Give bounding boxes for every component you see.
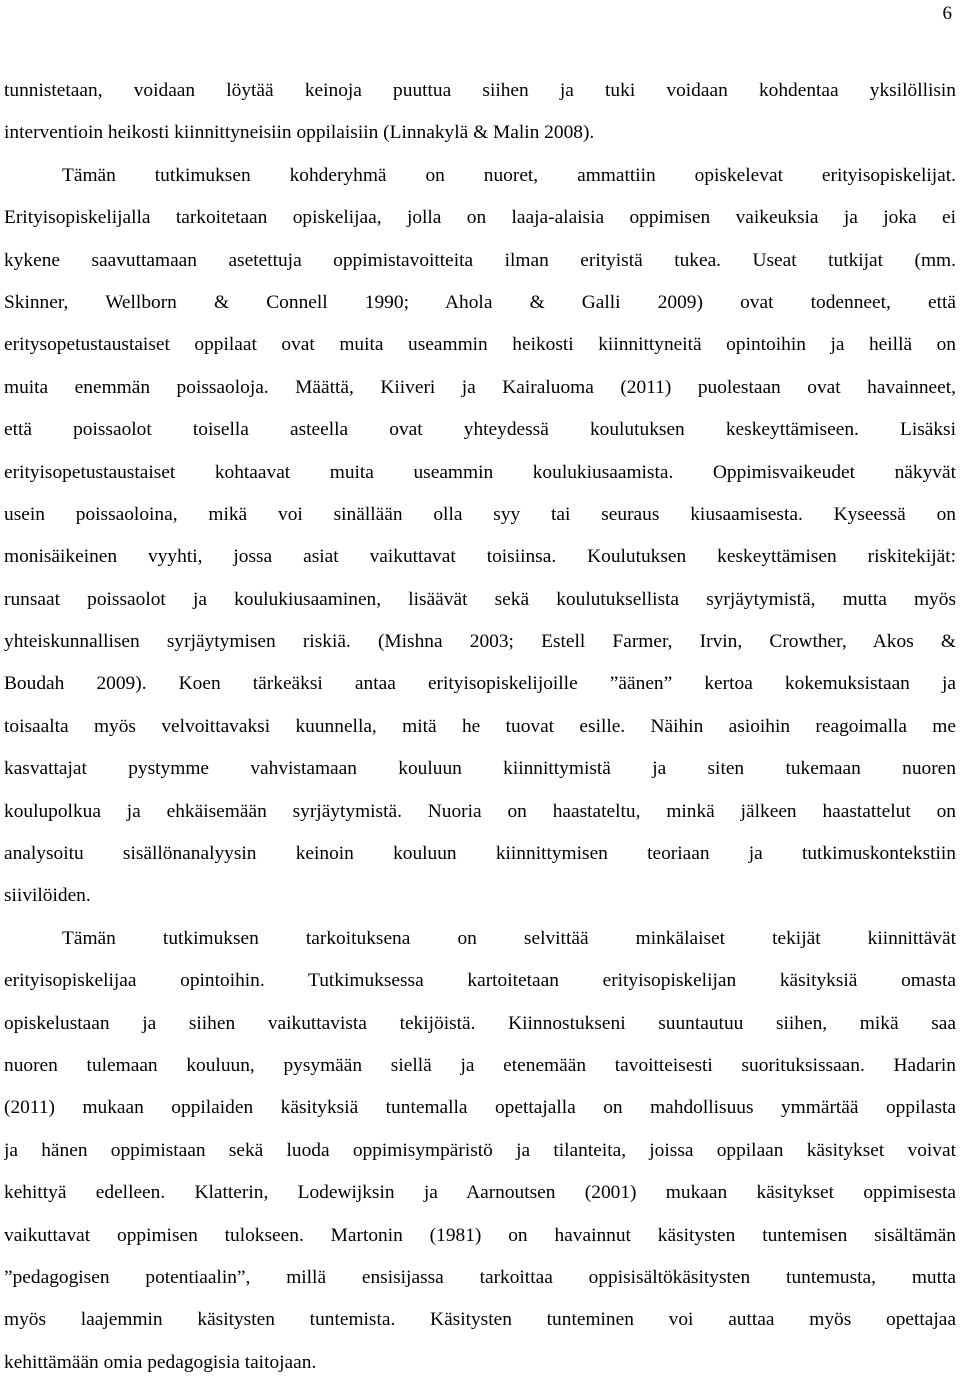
body-text xyxy=(4,70,956,1384)
text-line: monisäikeinen vyyhti, jossa asiat vaikuttavat toisiinsa. Koulutuksen keskeyttämisen riskitekijät: xyxy=(4,546,956,568)
text-line: siivilöiden. xyxy=(4,885,91,907)
text-line: usein poissaoloina, mikä voi sinällään olla syy tai seuraus kiusaamisesta. Kyseessä on xyxy=(4,503,956,525)
text-line: erityisopiskelijaa opintoihin. Tutkimuksessa kartoitetaan erityisopiskelijan käsityksiä omasta xyxy=(4,970,956,992)
text-line: eritysopetustaustaiset oppilaat ovat muita useammin heikosti kiinnittyneitä opintoihin ja heillä on xyxy=(4,334,956,356)
text-line: tunnistetaan, voidaan löytää keinoja puuttua siihen ja tuki voidaan kohdentaa yksilöllisin xyxy=(4,80,956,101)
text-line: muita enemmän poissaoloja. Määttä, Kiiveri ja Kairaluoma (2011) puolestaan ovat havainneet, xyxy=(4,376,956,398)
text-line: kykene saavuttamaan asetettuja oppimistavoitteita ilman erityistä tukea. Useat tutkijat (mm. xyxy=(4,249,956,271)
text-line: kehittyä edelleen. Klatterin, Lodewijksin ja Aarnoutsen (2001) mukaan käsitykset oppimisesta xyxy=(4,1182,956,1204)
text-line: kasvattajat pystymme vahvistamaan kouluun kiinnittymistä ja siten tukemaan nuoren xyxy=(4,758,956,780)
text-line: nuoren tulemaan kouluun, pysymään siellä ja etenemään tavoitteisesti suorituksissaan. Hadarin xyxy=(4,1054,956,1076)
text-line: yhteiskunnallisen syrjäytymisen riskiä. (Mishna 2003; Estell Farmer, Irvin, Crowther, Akos & xyxy=(4,631,956,653)
text-line: (2011) mukaan oppilaiden käsityksiä tuntemalla opettajalla on mahdollisuus ymmärtää oppilasta xyxy=(4,1097,956,1119)
text-line: myös laajemmin käsitysten tuntemista. Käsitysten tunteminen voi auttaa myös opettajaa xyxy=(4,1309,956,1331)
text-line: toisaalta myös velvoittavaksi kuunnella, mitä he tuovat esille. Näihin asioihin reagoimalla me xyxy=(4,715,956,737)
text-line: interventioin heikosti kiinnittyneisiin oppilaisiin (Linnakylä & Malin 2008). xyxy=(4,122,595,144)
text-line: Skinner, Wellborn & Connell 1990; Ahola & Galli 2009) ovat todenneet, että xyxy=(4,291,956,313)
text-line: runsaat poissaolot ja koulukiusaaminen, lisäävät sekä koulutuksellista syrjäytymistä, mutta myös xyxy=(4,588,956,610)
text-line: ”pedagogisen potentiaalin”, millä ensisijassa tarkoittaa oppisisältökäsitysten tuntemusta, mutta xyxy=(4,1266,956,1288)
text-line: analysoitu sisällönanalyysin keinoin kouluun kiinnittymisen teoriaan ja tutkimuskontekstiin xyxy=(4,843,956,865)
text-line: Tämän tutkimuksen kohderyhmä on nuoret, ammattiin opiskelevat erityisopiskelijat. xyxy=(62,164,956,186)
page-number: 6 xyxy=(942,3,952,24)
text-line: kehittämään omia pedagogisia taitojaan. xyxy=(4,1351,317,1373)
text-line: koulupolkua ja ehkäisemään syrjäytymistä. Nuoria on haastateltu, minkä jälkeen haastattelut on xyxy=(4,800,956,822)
text-line: Boudah 2009). Koen tärkeäksi antaa erityisopiskelijoille ”äänen” kertoa kokemuksistaan ja xyxy=(4,673,956,695)
text-line: ja hänen oppimistaan sekä luoda oppimisympäristö ja tilanteita, joissa oppilaan käsitykset voivat xyxy=(4,1139,956,1161)
text-line: vaikuttavat oppimisen tulokseen. Martonin (1981) on havainnut käsitysten tuntemisen sisältämän xyxy=(4,1224,956,1246)
text-line: opiskelustaan ja siihen vaikuttavista tekijöistä. Kiinnostukseni suuntautuu siihen, mikä saa xyxy=(4,1012,956,1034)
text-line: Tämän tutkimuksen tarkoituksena on selvittää minkälaiset tekijät kiinnittävät xyxy=(62,927,956,949)
text-line: erityisopetustaustaiset kohtaavat muita useammin koulukiusaamista. Oppimisvaikeudet näkyvät xyxy=(4,461,956,483)
text-line: Erityisopiskelijalla tarkoitetaan opiskelijaa, jolla on laaja-alaisia oppimisen vaikeuksia ja joka ei xyxy=(4,207,956,229)
text-line: että poissaolot toisella asteella ovat yhteydessä koulutuksen keskeyttämiseen. Lisäksi xyxy=(4,419,956,441)
